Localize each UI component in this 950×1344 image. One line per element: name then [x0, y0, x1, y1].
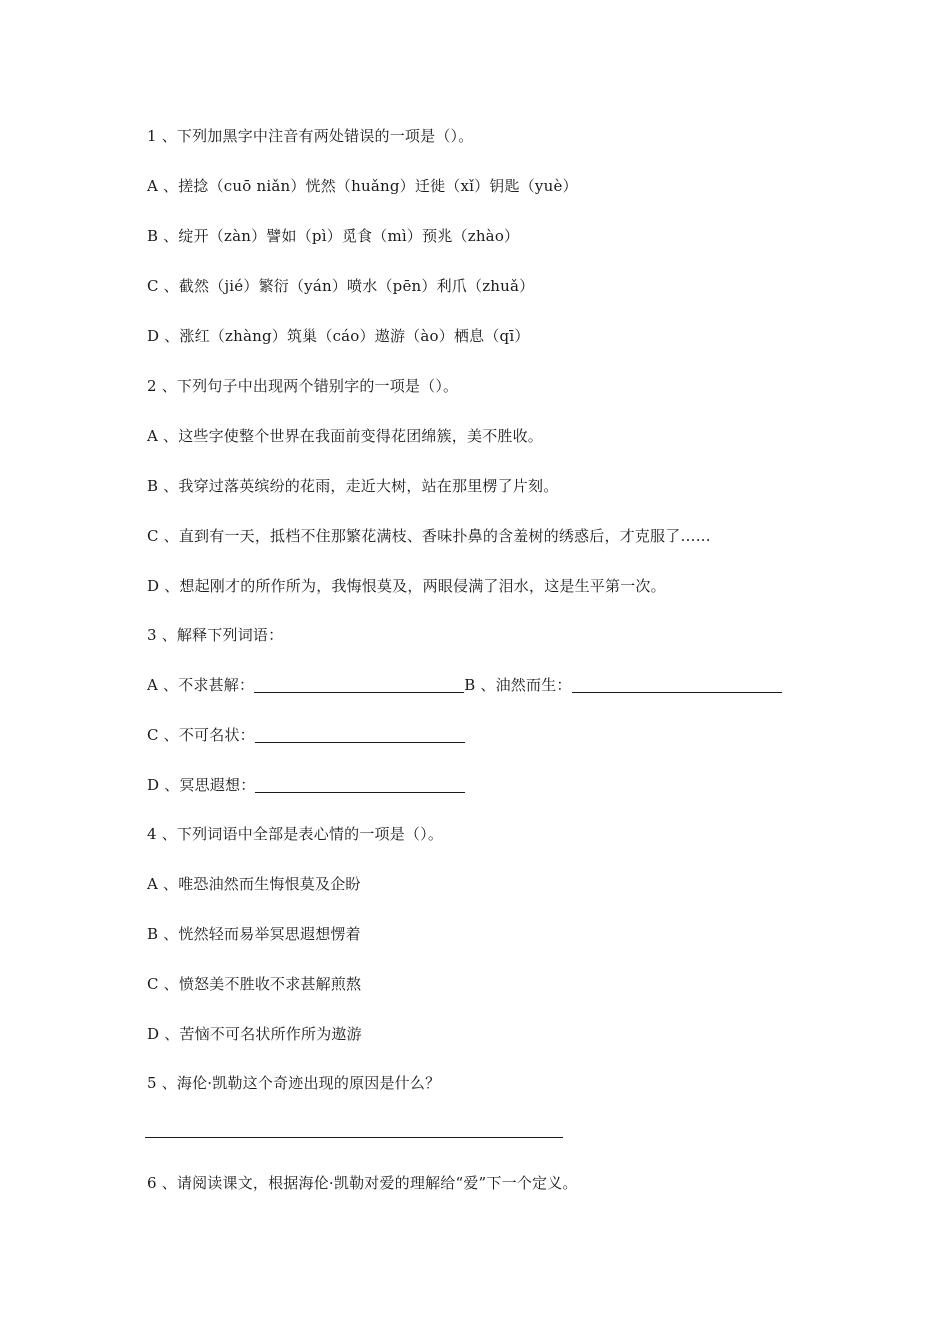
question-2-option-c: C 、直到有一天，抵档不住那繁花满枝、香味扑鼻的含羞树的绣惑后，才克服了…… — [147, 527, 711, 545]
question-3-term-b: B 、油然而生： — [464, 676, 572, 694]
question-4-option-a: A 、唯恐油然而生悔恨莫及企盼 — [147, 875, 361, 893]
question-3-row-c — [147, 725, 465, 745]
question-5-answer-line[interactable] — [145, 1137, 563, 1138]
question-3-stem: 3 、解释下列词语： — [147, 626, 284, 644]
question-3-term-a: A 、不求甚解： — [147, 676, 255, 694]
question-4-option-c: C 、愤怒美不胜收不求甚解煎熬 — [147, 975, 362, 993]
question-2-option-b: B 、我穿过落英缤纷的花雨，走近大树，站在那里楞了片刻。 — [147, 477, 559, 495]
question-3-term-c: C 、不可名状： — [147, 726, 255, 744]
question-4-option-d: D 、苦恼不可名状所作所为遨游 — [147, 1025, 362, 1043]
answer-blank-a[interactable] — [254, 678, 464, 693]
question-4-stem: 4 、下列词语中全部是表心情的一项是（）。 — [147, 825, 444, 843]
answer-blank-d[interactable] — [255, 778, 465, 793]
question-1-stem: 1 、下列加黑字中注音有两处错误的一项是（）。 — [147, 127, 474, 145]
question-3-row-ab — [147, 675, 782, 695]
question-4-option-b: B 、恍然轻而易举冥思遐想愣着 — [147, 925, 361, 943]
question-1-option-c: C 、截然（jié）繁衍（yán）喷水（pēn）利爪（zhuǎ） — [147, 277, 535, 295]
question-1-option-d: D 、涨红（zhàng）筑巢（cáo）遨游（ào）栖息（qī） — [147, 327, 530, 345]
question-2-option-a: A 、这些字使整个世界在我面前变得花团绵簇，美不胜收。 — [147, 427, 544, 445]
question-2-option-d: D 、想起刚才的所作所为，我悔恨莫及，两眼侵满了泪水，这是生平第一次。 — [147, 577, 666, 595]
question-1-option-a: A 、搓捻（cuō niǎn）恍然（huǎng）迁徙（xǐ）钥匙（yuè） — [147, 177, 578, 195]
question-3-row-d — [147, 775, 465, 795]
question-3-term-d: D 、冥思遐想： — [147, 776, 256, 794]
answer-blank-c[interactable] — [255, 728, 465, 743]
question-6-stem: 6 、请阅读课文，根据海伦·凯勒对爱的理解给“爱”下一个定义。 — [147, 1174, 578, 1192]
question-1-option-b: B 、绽开（zàn）譬如（pì）觅食（mì）预兆（zhào） — [147, 227, 520, 245]
question-2-stem: 2 、下列句子中出现两个错别字的一项是（）。 — [147, 377, 459, 395]
question-5-stem: 5 、海伦·凯勒这个奇迹出现的原因是什么？ — [147, 1074, 441, 1092]
answer-blank-b[interactable] — [572, 678, 782, 693]
